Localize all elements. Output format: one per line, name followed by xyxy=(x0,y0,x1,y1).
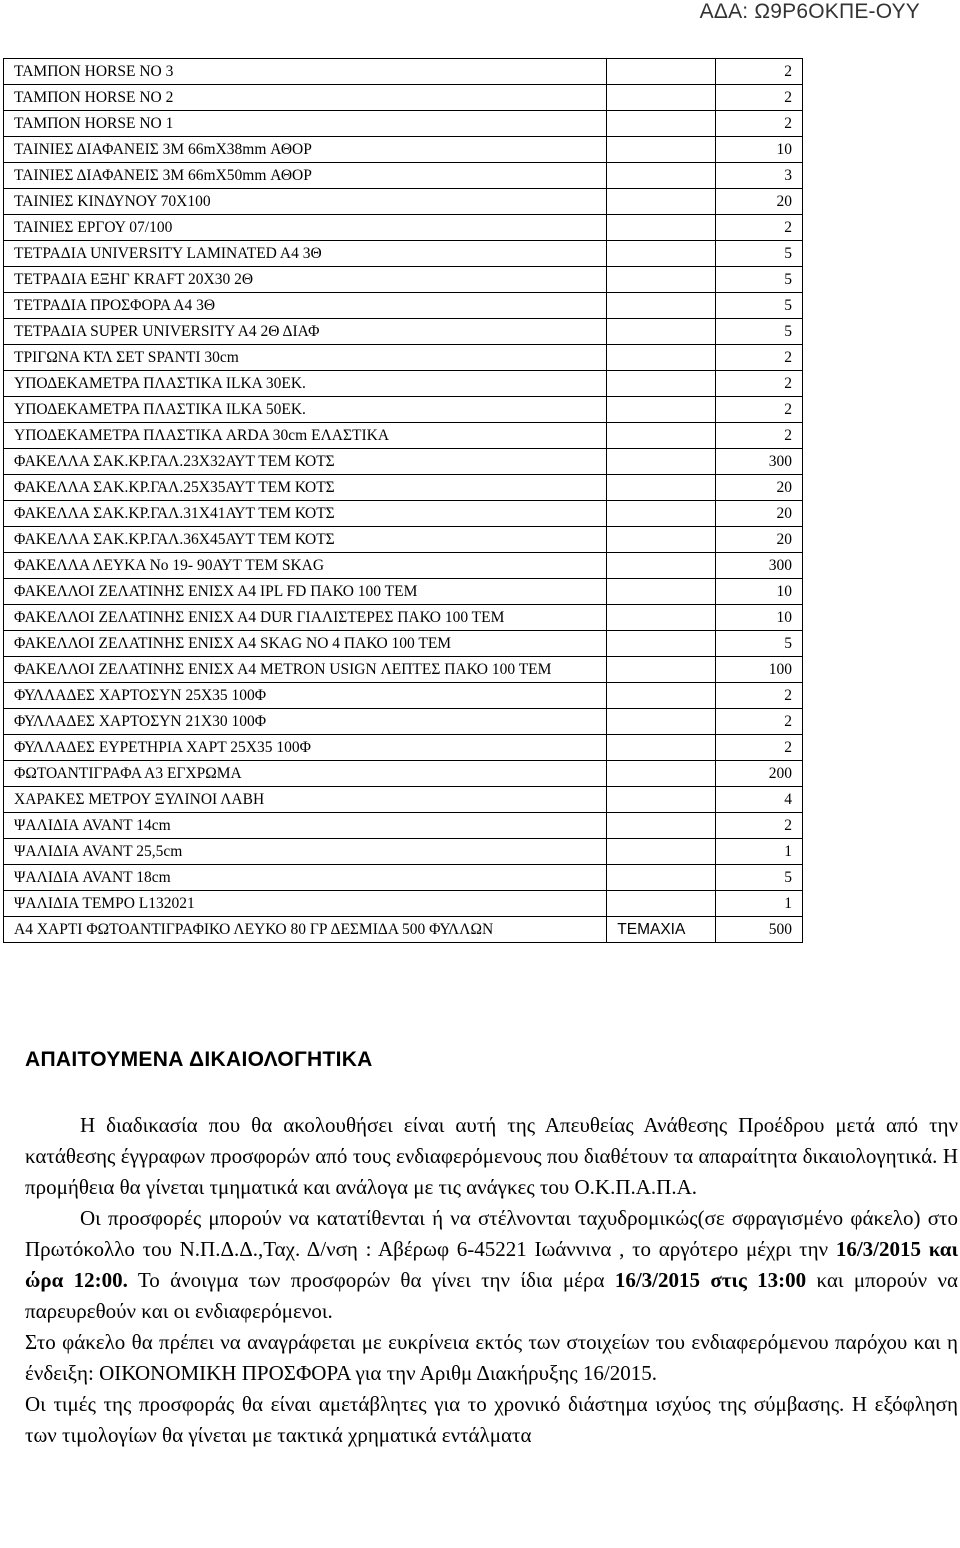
item-unit xyxy=(607,111,716,137)
item-name: ΦΑΚΕΛΛΑ ΣΑΚ.ΚΡ.ΓΑΛ.23Χ32ΑΥΤ ΤΕΜ ΚΟΤΣ xyxy=(4,449,607,475)
item-name: ΦΑΚΕΛΛΟΙ ΖΕΛΑΤΙΝΗΣ ΕΝΙΣΧ Α4 DUR ΓΙΑΛΙΣΤΕΡΕΣ ΠΑΚΟ 100 ΤΕΜ xyxy=(4,605,607,631)
item-unit: ΤΕΜΑΧΙΑ xyxy=(607,917,716,943)
paragraph-submission xyxy=(25,1203,958,1327)
opening-date: 16/3/2015 στις 13:00 xyxy=(614,1268,807,1292)
item-quantity: 5 xyxy=(715,267,802,293)
item-name: ΦΑΚΕΛΛΑ ΛΕΥΚΑ Νο 19- 90ΑΥΤ ΤΕΜ SKAG xyxy=(4,553,607,579)
item-row xyxy=(4,215,803,241)
paragraph-envelope: Στο φάκελο θα πρέπει να αναγράφεται με ευκρίνεια εκτός των στοιχείων του ενδιαφερόμενου παρόχου και η ένδειξη: ΟΙΚΟΝΟΜΙΚΗ ΠΡΟΣΦΟΡΑ για την Αριθμ Διακήρυξης 16/2015. xyxy=(25,1330,958,1385)
item-unit xyxy=(607,501,716,527)
item-name: ΤΕΤΡΑΔΙΑ ΕΞΗΓ KRAFT 20Χ30 2Θ xyxy=(4,267,607,293)
item-name: ΦΥΛΛΑΔΕΣ ΧΑΡΤΟΣΥΝ 21Χ30 100Φ xyxy=(4,709,607,735)
item-quantity: 1 xyxy=(715,839,802,865)
item-row xyxy=(4,319,803,345)
paragraph-prices: Οι τιμές της προσφοράς θα είναι αμετάβλητες για το χρονικό διάστημα ισχύος της σύμβασης. Η εξόφληση των τιμολογίων θα γίνεται με τακτικά χρηματικά εντάλματα xyxy=(25,1392,958,1447)
item-unit xyxy=(607,215,716,241)
item-name: ΦΑΚΕΛΛΑ ΣΑΚ.ΚΡ.ΓΑΛ.25Χ35ΑΥΤ ΤΕΜ ΚΟΤΣ xyxy=(4,475,607,501)
item-name: ΦΑΚΕΛΛΟΙ ΖΕΛΑΤΙΝΗΣ ΕΝΙΣΧ Α4 SKAG NO 4 ΠΑΚΟ 100 ΤΕΜ xyxy=(4,631,607,657)
attendance-text: και μπορούν να παρευρεθούν και οι ενδιαφερόμενοι. xyxy=(25,1268,958,1323)
item-name: ΦΑΚΕΛΛΑ ΣΑΚ.ΚΡ.ΓΑΛ.36Χ45ΑΥΤ ΤΕΜ ΚΟΤΣ xyxy=(4,527,607,553)
item-name: ΤΕΤΡΑΔΙΑ ΠΡΟΣΦΟΡΑ Α4 3Θ xyxy=(4,293,607,319)
item-quantity: 2 xyxy=(715,709,802,735)
item-unit xyxy=(607,371,716,397)
item-row xyxy=(4,345,803,371)
item-unit xyxy=(607,59,716,85)
item-unit xyxy=(607,631,716,657)
item-unit xyxy=(607,787,716,813)
item-name: ΥΠΟΔΕΚΑΜΕΤΡΑ ΠΛΑΣΤΙΚΑ ARDA 30cm ΕΛΑΣΤΙΚΑ xyxy=(4,423,607,449)
item-quantity: 5 xyxy=(715,293,802,319)
item-row xyxy=(4,267,803,293)
item-unit xyxy=(607,319,716,345)
item-name: ΦΑΚΕΛΛΟΙ ΖΕΛΑΤΙΝΗΣ ΕΝΙΣΧ Α4 METRON USIGN ΛΕΠΤΕΣ ΠΑΚΟ 100 ΤΕΜ xyxy=(4,657,607,683)
item-name: ΤΑΙΝΙΕΣ ΚΙΝΔΥΝΟΥ 70Χ100 xyxy=(4,189,607,215)
item-quantity: 1 xyxy=(715,891,802,917)
item-row xyxy=(4,631,803,657)
item-unit xyxy=(607,267,716,293)
item-row xyxy=(4,865,803,891)
item-row xyxy=(4,423,803,449)
item-name: Α4 ΧΑΡΤΙ ΦΩΤΟΑΝΤΙΓΡΑΦΙΚΟ ΛΕΥΚΟ 80 ΓΡ ΔΕΣΜΙΔΑ 500 ΦΥΛΛΩΝ xyxy=(4,917,607,943)
item-row xyxy=(4,813,803,839)
item-unit xyxy=(607,163,716,189)
item-row xyxy=(4,761,803,787)
item-row xyxy=(4,605,803,631)
item-row xyxy=(4,111,803,137)
item-name: ΨΑΛΙΔΙΑ AVANT 25,5cm xyxy=(4,839,607,865)
item-name: ΤΑΙΝΙΕΣ ΔΙΑΦΑΝΕΙΣ 3M 66mX38mm ΑΘΟΡ xyxy=(4,137,607,163)
item-quantity: 20 xyxy=(715,527,802,553)
item-name: ΦΑΚΕΛΛΑ ΣΑΚ.ΚΡ.ΓΑΛ.31Χ41ΑΥΤ ΤΕΜ ΚΟΤΣ xyxy=(4,501,607,527)
item-quantity: 20 xyxy=(715,189,802,215)
item-quantity: 500 xyxy=(715,917,802,943)
item-unit xyxy=(607,735,716,761)
item-row xyxy=(4,293,803,319)
submission-text: Οι προσφορές μπορούν να κατατίθενται ή να στέλνονται ταχυδρομικώς(σε σφραγισμένο φάκελο) στο Πρωτόκολλο του Ν.Π.Δ.Δ.,Ταχ. Δ/νση : Αβέρωφ 6-45221 Ιωάννινα , το αργότερο μέχρι την xyxy=(25,1206,958,1261)
item-quantity: 5 xyxy=(715,241,802,267)
item-quantity: 2 xyxy=(715,345,802,371)
item-row xyxy=(4,579,803,605)
item-unit xyxy=(607,605,716,631)
item-quantity: 2 xyxy=(715,371,802,397)
item-quantity: 200 xyxy=(715,761,802,787)
item-row xyxy=(4,787,803,813)
item-unit xyxy=(607,813,716,839)
item-name: ΥΠΟΔΕΚΑΜΕΤΡΑ ΠΛΑΣΤΙΚΑ ILKA 50ΕΚ. xyxy=(4,397,607,423)
item-quantity: 2 xyxy=(715,111,802,137)
item-unit xyxy=(607,449,716,475)
item-unit xyxy=(607,345,716,371)
item-quantity: 2 xyxy=(715,59,802,85)
item-row xyxy=(4,553,803,579)
item-name: ΤΑΜΠΟΝ HORSE NO 3 xyxy=(4,59,607,85)
item-unit xyxy=(607,891,716,917)
item-quantity: 100 xyxy=(715,657,802,683)
item-name: ΤΡΙΓΩΝΑ ΚΤΛ ΣΕΤ SPANTI 30cm xyxy=(4,345,607,371)
item-quantity: 20 xyxy=(715,475,802,501)
paragraph-procedure: Η διαδικασία που θα ακολουθήσει είναι αυτή της Απευθείας Ανάθεσης Προέδρου μετά από την κατάθεσης έγγραφων προσφορών από τους ενδιαφερόμενους που διαθέτουν τα απαραίτητα δικαιολογητικά. Η προμήθεια θα γίνεται τμηματικά και ανάλογα με τις ανάγκες του Ο.Κ.Π.Α.Π.Α. xyxy=(25,1113,958,1199)
item-row xyxy=(4,397,803,423)
item-unit xyxy=(607,709,716,735)
item-name: ΤΑΙΝΙΕΣ ΕΡΓΟΥ 07/100 xyxy=(4,215,607,241)
item-quantity: 2 xyxy=(715,683,802,709)
section-body xyxy=(25,1110,958,1451)
item-quantity: 2 xyxy=(715,423,802,449)
item-row xyxy=(4,137,803,163)
item-quantity: 10 xyxy=(715,605,802,631)
item-name: ΤΑΙΝΙΕΣ ΔΙΑΦΑΝΕΙΣ 3M 66mX50mm ΑΘΟΡ xyxy=(4,163,607,189)
item-row xyxy=(4,371,803,397)
item-unit xyxy=(607,293,716,319)
item-name: ΨΑΛΙΔΙΑ AVANT 18cm xyxy=(4,865,607,891)
item-name: ΧΑΡΑΚΕΣ ΜΕΤΡΟΥ ΞΥΛΙΝΟΙ ΛΑΒΗ xyxy=(4,787,607,813)
item-unit xyxy=(607,527,716,553)
item-unit xyxy=(607,397,716,423)
item-unit xyxy=(607,475,716,501)
item-unit xyxy=(607,683,716,709)
item-row xyxy=(4,657,803,683)
item-row xyxy=(4,839,803,865)
item-row xyxy=(4,735,803,761)
item-quantity: 10 xyxy=(715,137,802,163)
opening-text: Το άνοιγμα των προσφορών θα γίνει την ίδια μέρα xyxy=(127,1268,615,1292)
item-row xyxy=(4,709,803,735)
section-heading: ΑΠΑΙΤΟΥΜΕΝΑ ΔΙΚΑΙΟΛΟΓΗΤΙΚΑ xyxy=(25,1048,373,1071)
item-quantity: 2 xyxy=(715,215,802,241)
item-unit xyxy=(607,137,716,163)
item-quantity: 5 xyxy=(715,631,802,657)
item-quantity: 20 xyxy=(715,501,802,527)
item-quantity: 2 xyxy=(715,85,802,111)
item-row xyxy=(4,683,803,709)
item-quantity: 300 xyxy=(715,553,802,579)
item-quantity: 2 xyxy=(715,813,802,839)
item-quantity: 4 xyxy=(715,787,802,813)
item-quantity: 300 xyxy=(715,449,802,475)
item-unit xyxy=(607,839,716,865)
item-row xyxy=(4,59,803,85)
item-unit xyxy=(607,579,716,605)
item-name: ΤΕΤΡΑΔΙΑ SUPER UNIVERSITY A4 2Θ ΔΙΑΦ xyxy=(4,319,607,345)
item-name: ΤΕΤΡΑΔΙΑ UNIVERSITY LAMINATED A4 3Θ xyxy=(4,241,607,267)
item-row xyxy=(4,85,803,111)
item-row xyxy=(4,475,803,501)
item-quantity: 2 xyxy=(715,735,802,761)
item-unit xyxy=(607,189,716,215)
item-unit xyxy=(607,85,716,111)
item-quantity: 2 xyxy=(715,397,802,423)
item-row xyxy=(4,449,803,475)
item-unit xyxy=(607,657,716,683)
item-unit xyxy=(607,553,716,579)
item-row xyxy=(4,163,803,189)
item-name: ΦΑΚΕΛΛΟΙ ΖΕΛΑΤΙΝΗΣ ΕΝΙΣΧ Α4 IPL FD ΠΑΚΟ 100 ΤΕΜ xyxy=(4,579,607,605)
items-table xyxy=(3,58,803,943)
item-name: ΦΩΤΟΑΝΤΙΓΡΑΦΑ Α3 ΕΓΧΡΩΜΑ xyxy=(4,761,607,787)
item-name: ΨΑΛΙΔΙΑ AVANT 14cm xyxy=(4,813,607,839)
item-row xyxy=(4,891,803,917)
item-quantity: 5 xyxy=(715,319,802,345)
item-name: ΤΑΜΠΟΝ HORSE NO 2 xyxy=(4,85,607,111)
item-unit xyxy=(607,865,716,891)
item-unit xyxy=(607,761,716,787)
item-row xyxy=(4,501,803,527)
item-quantity: 10 xyxy=(715,579,802,605)
item-unit xyxy=(607,241,716,267)
item-row xyxy=(4,917,803,943)
ada-code: ΑΔΑ: Ω9Ρ6ΟΚΠΕ-ΟΥΥ xyxy=(699,0,920,23)
item-row xyxy=(4,241,803,267)
item-row xyxy=(4,527,803,553)
item-quantity: 5 xyxy=(715,865,802,891)
item-quantity: 3 xyxy=(715,163,802,189)
item-row xyxy=(4,189,803,215)
item-unit xyxy=(607,423,716,449)
item-name: ΤΑΜΠΟΝ HORSE NO 1 xyxy=(4,111,607,137)
item-name: ΦΥΛΛΑΔΕΣ ΧΑΡΤΟΣΥΝ 25Χ35 100Φ xyxy=(4,683,607,709)
item-name: ΥΠΟΔΕΚΑΜΕΤΡΑ ΠΛΑΣΤΙΚΑ ILKA 30ΕΚ. xyxy=(4,371,607,397)
item-name: ΦΥΛΛΑΔΕΣ ΕΥΡΕΤΗΡΙΑ ΧΑΡΤ 25Χ35 100Φ xyxy=(4,735,607,761)
item-name: ΨΑΛΙΔΙΑ TEMPO L132021 xyxy=(4,891,607,917)
deadline-date: 16/3/2015 και ώρα 12:00. xyxy=(25,1237,958,1292)
